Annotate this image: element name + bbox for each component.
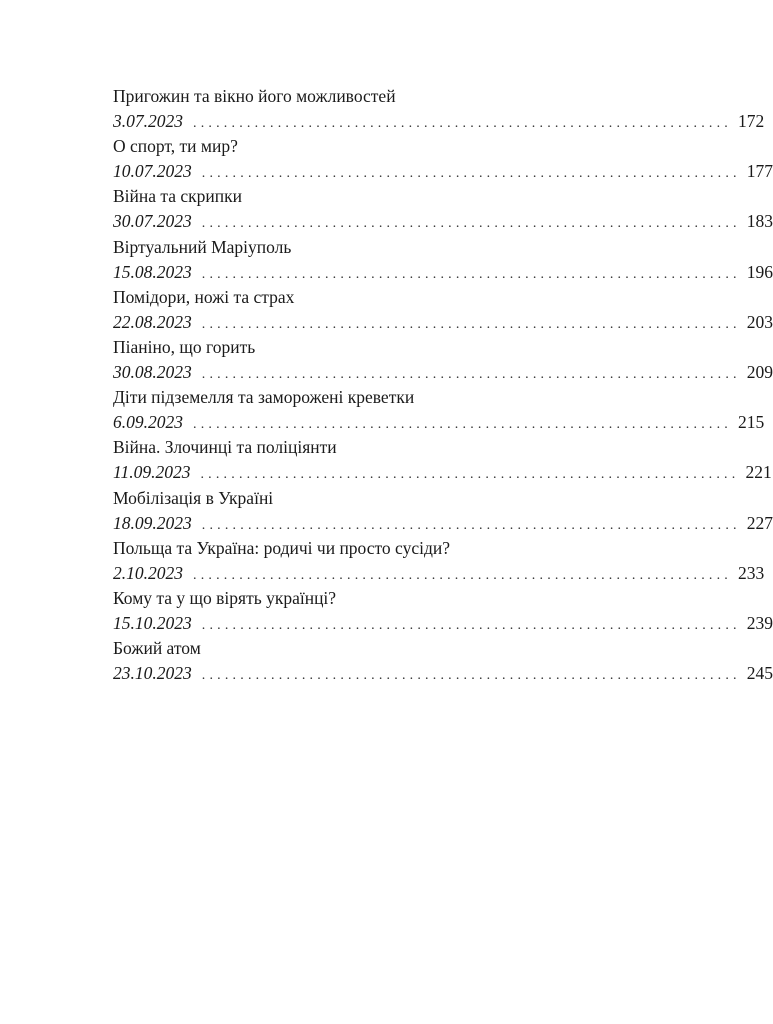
entry-line [113, 611, 773, 636]
toc-entry[interactable] [113, 636, 773, 686]
entry-line [113, 109, 765, 134]
toc-entry[interactable] [113, 435, 772, 485]
entry-title: Діти підземелля та заморожені креветки [113, 387, 415, 408]
dot-leader: ...................................................................... [200, 467, 740, 483]
entry-title: Помідори, ножі та страх [113, 286, 295, 307]
entry-line [113, 410, 765, 435]
entry-line [113, 260, 773, 285]
entry-title: Пригожин та вікно його можливостей [113, 86, 396, 106]
entry-title: Віртуальний Маріуполь [113, 236, 292, 257]
entry-page-number: 221 [745, 462, 772, 483]
entry-line [113, 661, 773, 686]
entry-page-number: 245 [746, 663, 773, 684]
entry-date: 23.10.2023 [113, 663, 192, 684]
entry-date: 15.10.2023 [113, 612, 192, 633]
entry-date: 18.09.2023 [113, 512, 192, 533]
dot-leader: ...................................................................... [193, 116, 732, 131]
toc-entry[interactable] [113, 134, 773, 184]
table-of-contents [113, 84, 773, 686]
dot-leader: ...................................................................... [201, 617, 741, 633]
entry-date: 11.09.2023 [113, 462, 191, 483]
entry-title: Піаніно, що горить [113, 336, 256, 357]
toc-entry[interactable] [113, 235, 773, 285]
entry-date: 10.07.2023 [113, 161, 192, 182]
entry-page-number: 215 [738, 412, 765, 433]
entry-date: 22.08.2023 [113, 311, 192, 332]
entry-title: О спорт, ти мир? [113, 136, 238, 157]
entry-page-number: 177 [746, 161, 773, 182]
entry-page-number: 239 [746, 612, 773, 633]
dot-leader: ...................................................................... [201, 366, 741, 382]
toc-entry[interactable] [113, 486, 773, 536]
entry-date: 30.08.2023 [113, 361, 192, 382]
toc-entry[interactable] [113, 184, 773, 234]
entry-page-number: 209 [746, 361, 773, 382]
dot-leader: ...................................................................... [193, 417, 732, 433]
entry-line [113, 561, 765, 586]
dot-leader: ...................................................................... [201, 216, 741, 232]
entry-page-number: 203 [746, 311, 773, 332]
entry-page-number: 227 [746, 512, 773, 533]
entry-line [113, 360, 773, 385]
toc-entry[interactable] [113, 536, 765, 586]
entry-line [113, 310, 773, 335]
toc-entry[interactable] [113, 285, 773, 335]
entry-date: 2.10.2023 [113, 562, 183, 583]
entry-title: Війна. Злочинці та поліціянти [113, 437, 337, 458]
entry-page-number: 183 [746, 211, 773, 232]
entry-date: 30.07.2023 [113, 211, 192, 232]
toc-entry[interactable] [113, 84, 765, 134]
dot-leader: ...................................................................... [201, 266, 741, 282]
entry-title: Польща та Україна: родичі чи просто сусіди? [113, 537, 451, 558]
dot-leader: ...................................................................... [201, 517, 741, 533]
entry-line [113, 159, 773, 184]
entry-date: 15.08.2023 [113, 261, 192, 282]
entry-page-number: 196 [746, 261, 773, 282]
entry-line [113, 460, 772, 485]
dot-leader: ...................................................................... [201, 316, 741, 332]
dot-leader: ...................................................................... [201, 668, 741, 684]
toc-entry[interactable] [113, 335, 773, 385]
entry-line [113, 511, 773, 536]
entry-line [113, 209, 773, 234]
dot-leader: ...................................................................... [201, 166, 741, 182]
entry-title: Божий атом [113, 638, 201, 659]
entry-date: 6.09.2023 [113, 412, 183, 433]
entry-title: Кому та у що вірять українці? [113, 587, 337, 608]
entry-date: 3.07.2023 [113, 111, 183, 131]
toc-entry[interactable] [113, 385, 765, 435]
toc-entry[interactable] [113, 586, 773, 636]
entry-page-number: 233 [738, 562, 765, 583]
entry-title: Війна та скрипки [113, 186, 243, 207]
entry-title: Мобілізація в Україні [113, 487, 274, 508]
entry-page-number: 172 [738, 111, 765, 131]
dot-leader: ...................................................................... [193, 567, 732, 583]
